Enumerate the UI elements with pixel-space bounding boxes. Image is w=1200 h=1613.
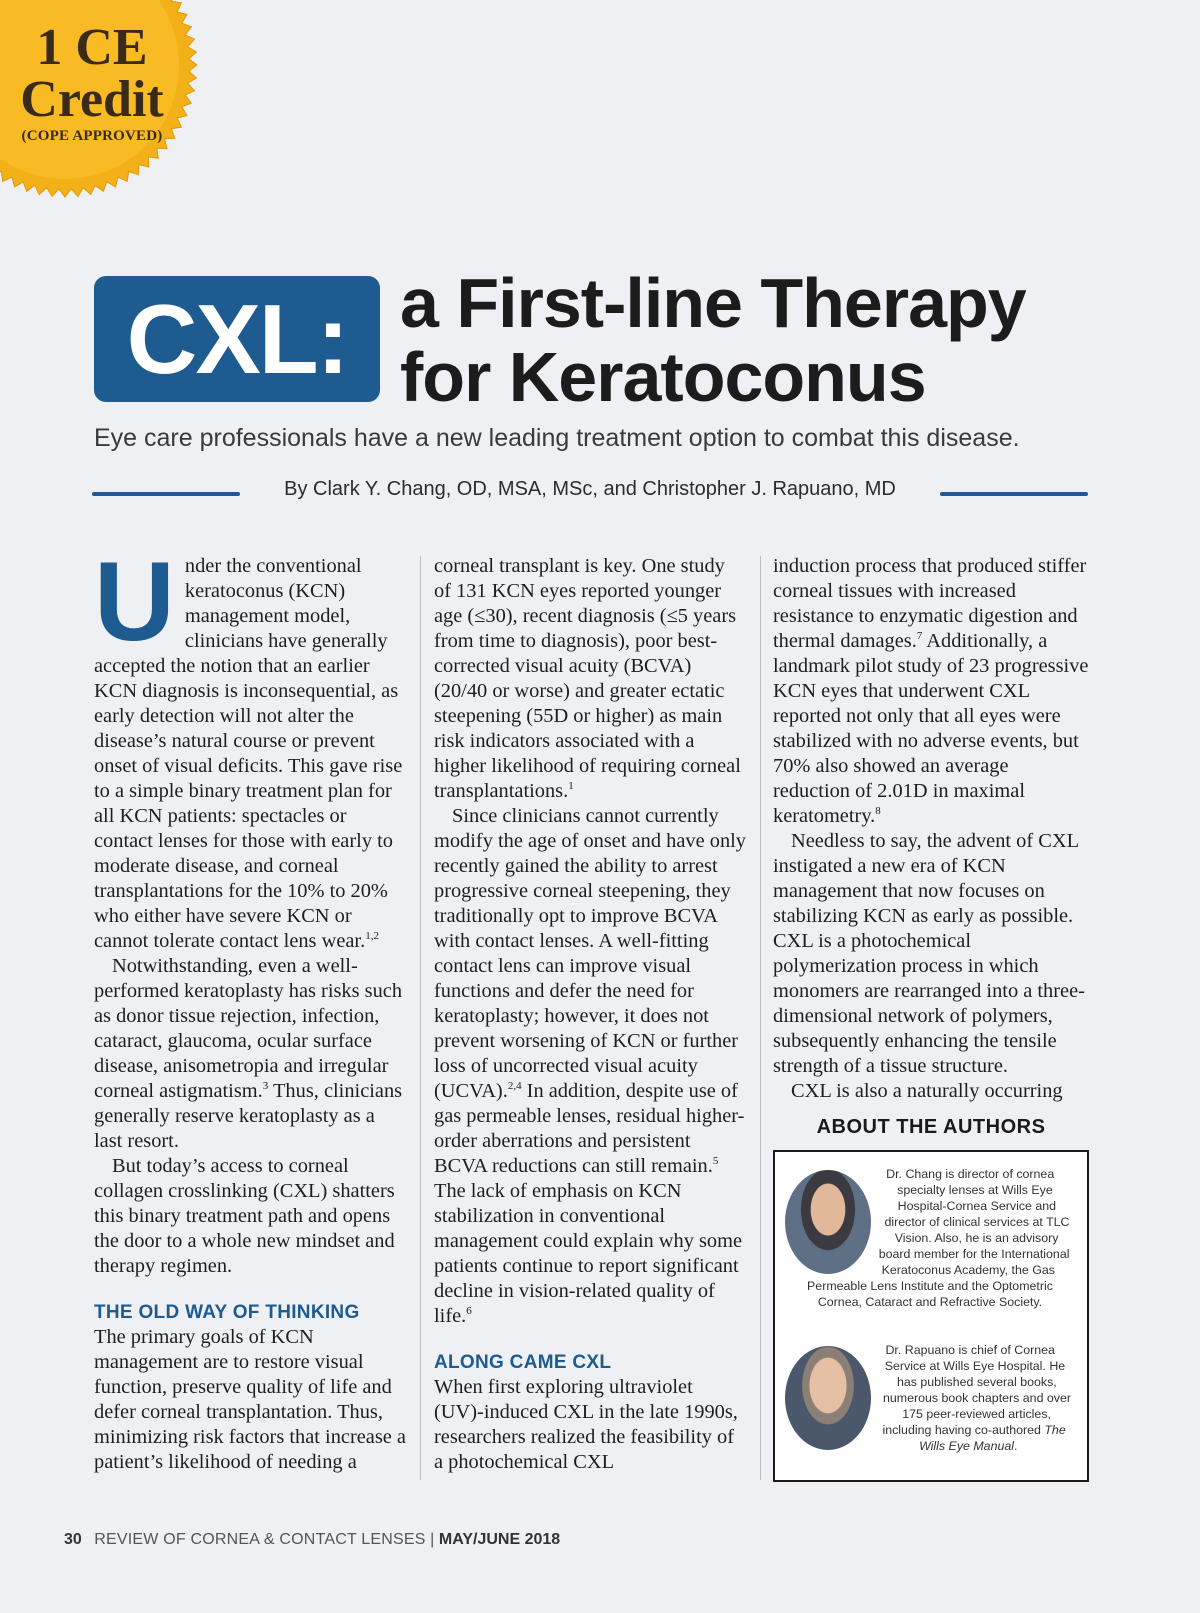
author-bio-text: Dr. Chang is director of cornea specialty lenses at Wills Eye Hospital-Cornea Service and director of clinical services at TLC Vision. Also, he is an advisory board member for the International Keratoconus Academy, the Gas Permeable Lens Institute and the Optometric Cornea, Cataract and Refractive Society. <box>807 1167 1070 1309</box>
paragraph-text: Additionally, a landmark pilot study of 23 progressive KCN eyes that underwent CXL reported not only that all eyes were stabilized with no adverse events, but 70% also showed an average reduction of 2.01D in maximal keratometry. <box>773 630 1089 827</box>
book-title: The Wills Eye Manual <box>919 1423 1066 1453</box>
column-1 <box>94 539 406 1475</box>
author-photo <box>785 1170 871 1274</box>
section-heading: THE OLD WAY OF THINKING <box>94 1302 360 1323</box>
column-2 <box>434 554 746 1475</box>
title-label-box <box>94 276 380 402</box>
paragraph: The primary goals of KCN management are to restore visual function, preserve quality of life and defer corneal transplantation. Thus, minimizing risk factors that increase a patient’s likelihood of needing a <box>94 1326 406 1473</box>
column-divider <box>760 556 761 1480</box>
author-bio-end: . <box>1014 1439 1018 1453</box>
paragraph-text: nder the conventional keratoconus (KCN) management model, clinicians have generally accepted the notion that an earlier KCN diagnosis is inconsequential, as early detection will not alter the disease’s natural course or prevent onset of visual deficits. This gave rise to a simple binary treatment plan for all KCN patients: spectacles or contact lenses for those with early to moderate disease, and corneal transplantations for the 10% to 20% who either have severe KCN or cannot tolerate contact lens wear. <box>94 555 403 952</box>
byline-rule-left <box>92 492 240 496</box>
author-bio-text: Dr. Rapuano is chief of Cornea Service at Wills Eye Hospital. He has published several books, numerous book chapters and over 175 peer-reviewed articles, including having co-authored <box>882 1343 1072 1437</box>
reference-mark: 1 <box>568 780 574 793</box>
byline-row <box>92 478 1088 510</box>
paragraph: CXL is also a naturally occurring <box>791 1080 1063 1102</box>
column-3 <box>773 554 1089 1104</box>
paragraph <box>94 539 406 954</box>
page-footer <box>64 1531 560 1549</box>
drop-cap: U <box>94 539 175 664</box>
magazine-name: REVIEW OF CORNEA & CONTACT LENSES <box>94 1531 426 1548</box>
issue-date: MAY/JUNE 2018 <box>438 1531 561 1548</box>
section-heading: ALONG CAME CXL <box>434 1352 612 1373</box>
author-bio-chang <box>785 1166 1075 1310</box>
reference-mark: 8 <box>875 805 881 818</box>
paragraph-text: Thus, clinicians generally reserve keratoplasty as a last resort. <box>94 1080 403 1152</box>
paragraph-text: Notwithstanding, even a well-performed keratoplasty has risks such as donor tissue rejection, infection, cataract, glaucoma, ocular surface disease, anisometropia and irregular corneal astigmatism. <box>94 955 403 1102</box>
paragraph: Needless to say, the advent of CXL instigated a new era of KCN management that now focuses on stabilizing KCN as early as possible. CXL is a photochemical polymerization process in which monomers are rearranged into a three-dimensional network of polymers, subsequently enhancing the tensile strength of a tissue structure. <box>773 830 1085 1077</box>
about-authors-heading: ABOUT THE AUTHORS <box>816 1116 1046 1138</box>
paragraph <box>94 954 406 1154</box>
article-title <box>400 266 1180 414</box>
author-photo <box>785 1346 871 1450</box>
byline: By Clark Y. Chang, OD, MSA, MSc, and Christopher J. Rapuano, MD <box>284 478 896 500</box>
paragraph-text: In addition, despite use of gas permeable lenses, residual higher-order aberrations and persistent BCVA reductions can still remain. <box>434 1080 745 1177</box>
paragraph <box>773 554 1089 829</box>
paragraph-text: The lack of emphasis on KCN stabilization in conventional management could explain why some patients continue to report significant decline in vision-related quality of life. <box>434 1180 743 1327</box>
reference-mark: 5 <box>712 1155 719 1168</box>
badge-line-ce: 1 CE <box>36 19 148 76</box>
paragraph <box>434 804 746 1329</box>
author-bio-rapuano <box>785 1342 1075 1454</box>
paragraph-text: induction process that produced stiffer corneal tissues with increased resistance to enzymatic digestion and thermal damages. <box>773 555 1087 652</box>
page-number: 30 <box>64 1531 82 1548</box>
reference-mark: 2,4 <box>507 1080 522 1093</box>
title-line-2: for Keratoconus <box>400 338 926 416</box>
column-divider <box>420 556 421 1480</box>
title-line-1: a First-line Therapy <box>400 264 1026 342</box>
paragraph-text: Since clinicians cannot currently modify the age of onset and have only recently gained the ability to arrest progressive corneal steepening, they traditionally opt to improve BCVA with contact lenses. A well-fitting contact lens can improve visual functions and defer the need for keratoplasty; however, it does not prevent worsening of KCN or further loss of uncorrected visual acuity (UCVA). <box>434 805 747 1102</box>
reference-mark: 6 <box>466 1305 472 1318</box>
reference-mark: 7 <box>916 630 923 643</box>
reference-mark: 3 <box>262 1080 269 1093</box>
footer-separator: | <box>430 1531 435 1548</box>
paragraph <box>434 554 746 804</box>
paragraph-text: corneal transplant is key. One study of 131 KCN eyes reported younger age (≤30), recent diagnosis (≤5 years from time to diagnosis), poor best-corrected visual acuity (BCVA) (20/40 or worse) and greater ectatic steepening (55D or higher) as main risk indicators associated with a higher likelihood of requiring corneal transplantations. <box>434 555 741 802</box>
badge-text <box>0 19 184 146</box>
reference-mark: 1,2 <box>365 930 379 943</box>
about-authors-box <box>773 1150 1089 1482</box>
badge-line-approved: (COPE APPROVED) <box>21 128 163 144</box>
paragraph: But today’s access to corneal collagen crosslinking (CXL) shatters this binary treatment path and opens the door to a whole new mindset and therapy regimen. <box>94 1155 395 1277</box>
badge-line-credit: Credit <box>20 71 164 128</box>
article-subtitle: Eye care professionals have a new leading treatment option to combat this disease. <box>94 424 1020 452</box>
title-label: CXL: <box>126 284 348 394</box>
byline-rule-right <box>940 492 1088 496</box>
paragraph: When first exploring ultraviolet (UV)-induced CXL in the late 1990s, researchers realized the feasibility of a photochemical CXL <box>434 1376 738 1473</box>
